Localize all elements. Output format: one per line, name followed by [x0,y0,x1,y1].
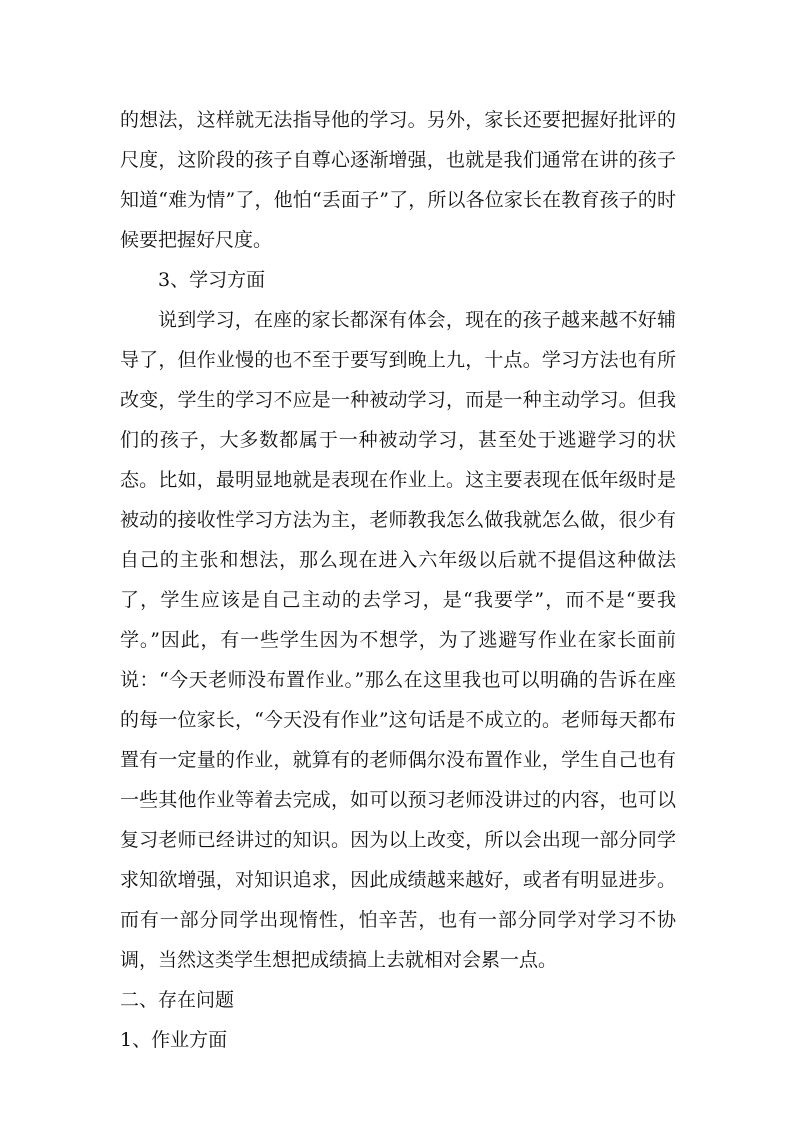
paragraph-study: 说到学习，在座的家长都深有体会，现在的孩子越来越不好辅导了，但作业慢的也不至于要写到晚上九，十点。学习方法也有所改变，学生的学习不应是一种被动学习，而是一种主动学习。但我们的孩子，大多数都属于一种被动学习，甚至处于逃避学习的状态。比如，最明显地就是表现在作业上。这主要表现在低年级时是被动的接收性学习方法为主，老师教我怎么做我就怎么做，很少有自己的主张和想法，那么现在进入六年级以后就不提倡这种做法了，学生应该是自己主动的去学习，是“我要学”，而不是“要我学。”因此，有一些学生因为不想学，为了逃避写作业在家长面前说：“今天老师没布置作业。”那么在这里我也可以明确的告诉在座的每一位家长，“今天没有作业”这句话是不成立的。老师每天都布置有一定量的作业，就算有的老师偶尔没布置作业，学生自己也有一些其他作业等着去完成，如可以预习老师没讲过的内容，也可以复习老师已经讲过的知识。因为以上改变，所以会出现一部分同学求知欲增强，对知识追求，因此成绩越来越好，或者有明显进步。而有一部分同学出现惰性，怕辛苦，也有一部分同学对学习不协调，当然这类学生想把成绩搞上去就相对会累一点。 [120,309,676,971]
section-heading-homework: 1、作业方面 [120,1029,228,1051]
paragraph-parent-criticism: 的想法，这样就无法指导他的学习。另外，家长还要把握好批评的尺度，这阶段的孩子自尊心逐渐增强，也就是我们通常在讲的孩子知道“难为情”了，他怕“丢面子”了，所以各位家长在教育孩子的时候要把握好尺度。 [120,109,676,251]
section-heading-problems: 二、存在问题 [120,989,235,1011]
document-body [120,100,676,1060]
section-heading-study: 3、学习方面 [158,269,266,291]
